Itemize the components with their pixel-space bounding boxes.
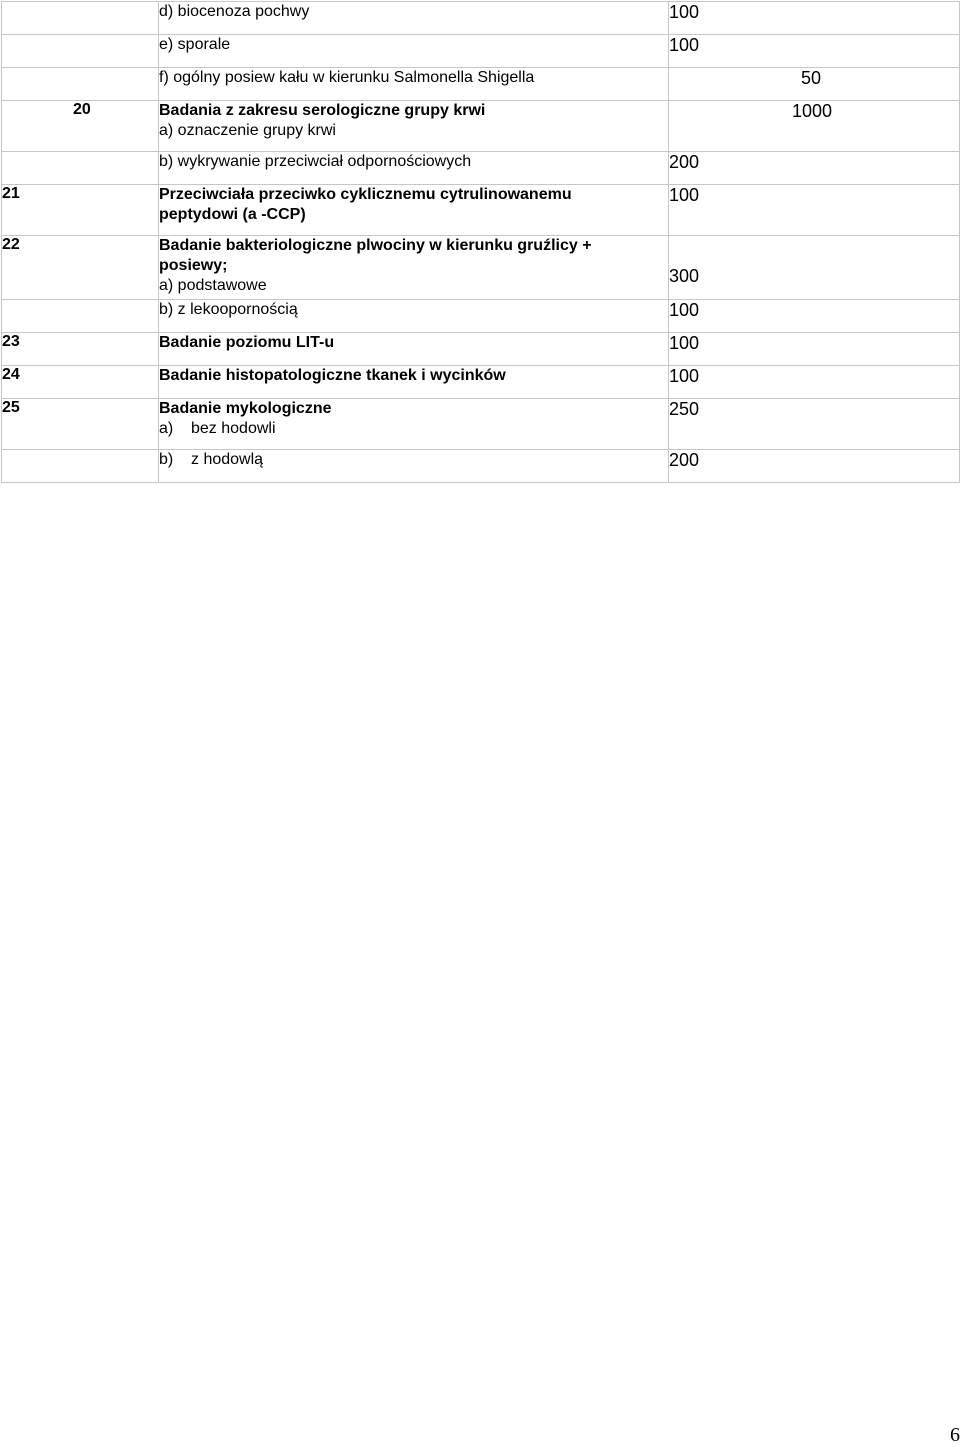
row-value: 50 — [669, 68, 960, 101]
description-line: Badania z zakresu serologiczne grupy krwi — [159, 102, 486, 119]
description-line: Badanie poziomu LIT-u — [159, 334, 335, 351]
row-description — [159, 450, 669, 483]
row-number — [2, 2, 159, 35]
row-value: 100 — [669, 300, 960, 333]
row-description — [159, 185, 669, 236]
table-row — [2, 236, 960, 300]
table-row — [2, 399, 960, 450]
row-number: 24 — [2, 366, 159, 399]
description-line: b) z lekoopornością — [159, 301, 298, 318]
row-value: 100 — [669, 366, 960, 399]
row-number: 23 — [2, 333, 159, 366]
row-number: 21 — [2, 185, 159, 236]
table-row — [2, 333, 960, 366]
description-line: a) bez hodowli — [159, 420, 276, 437]
row-number — [2, 450, 159, 483]
page-number: 6 — [950, 1424, 960, 1446]
row-value: 200 — [669, 450, 960, 483]
table-row — [2, 300, 960, 333]
description-line: a) podstawowe — [159, 277, 267, 294]
row-description — [159, 101, 669, 152]
description-line: a) oznaczenie grupy krwi — [159, 122, 336, 139]
row-description — [159, 399, 669, 450]
row-number — [2, 152, 159, 185]
description-line: posiewy; — [159, 257, 228, 274]
row-number: 25 — [2, 399, 159, 450]
row-description — [159, 68, 669, 101]
table-row — [2, 35, 960, 68]
table-row — [2, 152, 960, 185]
row-value: 100 — [669, 333, 960, 366]
description-line: peptydowi (a -CCP) — [159, 206, 306, 223]
table-row — [2, 101, 960, 152]
row-value: 300 — [669, 236, 960, 300]
table-row — [2, 366, 960, 399]
row-value: 250 — [669, 399, 960, 450]
row-description — [159, 366, 669, 399]
table-row — [2, 185, 960, 236]
description-line: d) biocenoza pochwy — [159, 3, 310, 20]
row-number — [2, 68, 159, 101]
row-number: 22 — [2, 236, 159, 300]
description-line: f) ogólny posiew kału w kierunku Salmonella Shigella — [159, 69, 535, 86]
row-value: 100 — [669, 2, 960, 35]
description-line: Przeciwciała przeciwko cyklicznemu cytrulinowanemu — [159, 186, 572, 203]
description-line: e) sporale — [159, 36, 231, 53]
row-value: 100 — [669, 35, 960, 68]
description-line: b) z hodowlą — [159, 451, 264, 468]
table-row — [2, 68, 960, 101]
row-number — [2, 35, 159, 68]
table-row — [2, 450, 960, 483]
row-number — [2, 300, 159, 333]
row-description — [159, 236, 669, 300]
price-table — [1, 1, 960, 483]
row-description — [159, 300, 669, 333]
row-description — [159, 35, 669, 68]
row-value: 1000 — [669, 101, 960, 152]
row-description — [159, 333, 669, 366]
row-description — [159, 152, 669, 185]
description-line: Badanie mykologiczne — [159, 400, 332, 417]
description-line: Badanie histopatologiczne tkanek i wycinków — [159, 367, 506, 384]
row-value: 100 — [669, 185, 960, 236]
description-line: Badanie bakteriologiczne plwociny w kierunku gruźlicy + — [159, 237, 592, 254]
row-value: 200 — [669, 152, 960, 185]
row-description — [159, 2, 669, 35]
row-number: 20 — [2, 101, 159, 152]
description-line: b) wykrywanie przeciwciał odpornościowych — [159, 153, 472, 170]
table-row — [2, 2, 960, 35]
